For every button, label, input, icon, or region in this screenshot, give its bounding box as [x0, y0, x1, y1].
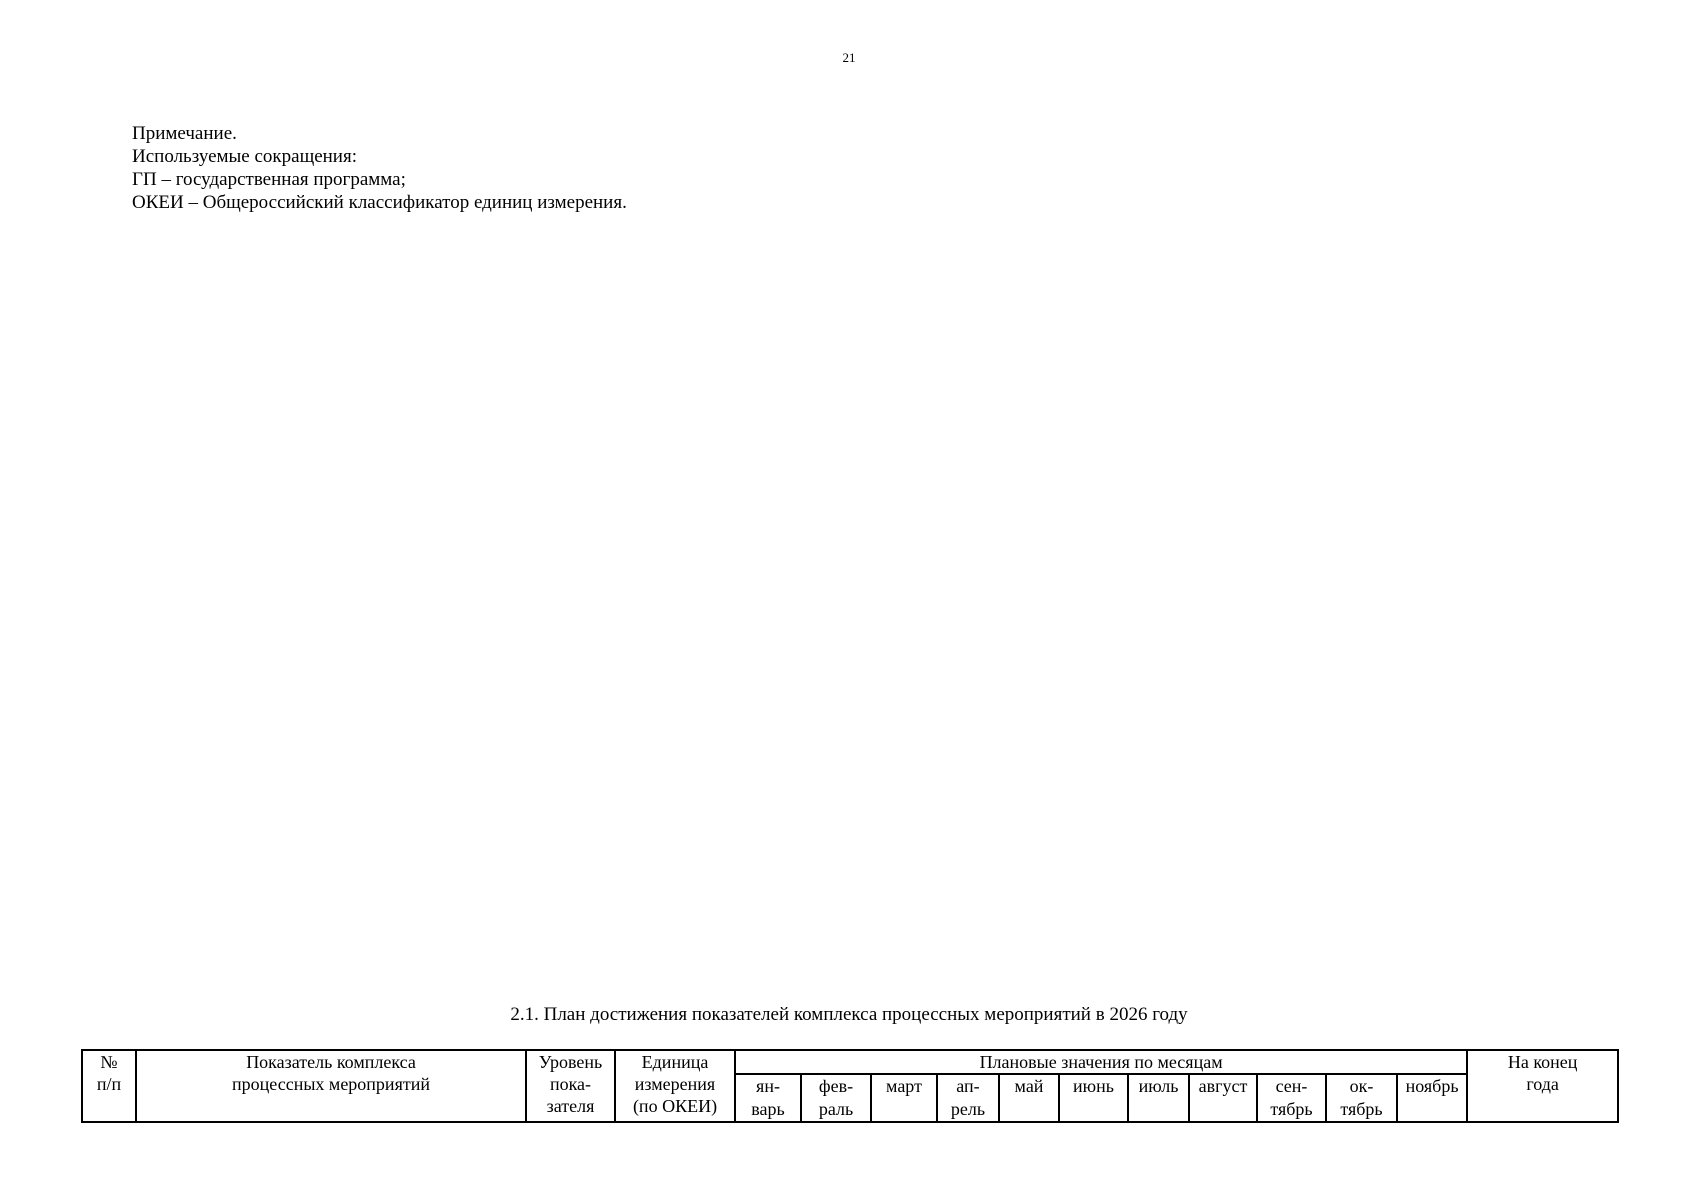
header-month-march: март: [871, 1074, 937, 1122]
header-month-may: май: [999, 1074, 1059, 1122]
header-level: Уровень пока- зателя: [526, 1050, 615, 1122]
note-block: [132, 122, 627, 214]
header-number: № п/п: [82, 1050, 136, 1122]
header-month-october: ок- тябрь: [1326, 1074, 1397, 1122]
header-month-august: август: [1189, 1074, 1257, 1122]
page-number: 21: [842, 50, 856, 65]
note-abbreviation-gp: ГП – государственная программа;: [132, 169, 406, 190]
section-title: 2.1. План достижения показателей комплекса процессных мероприятий в 2026 году: [510, 1004, 1188, 1025]
header-monthly-values: Плановые значения по месяцам: [735, 1050, 1467, 1074]
note-abbreviations-intro: Используемые сокращения:: [132, 146, 357, 167]
note-abbreviation-okei: ОКЕИ – Общероссийский классификатор единиц измерения.: [132, 192, 627, 213]
header-month-january: ян- варь: [735, 1074, 801, 1122]
header-year-end: На конец года: [1467, 1050, 1618, 1122]
header-month-july: июль: [1128, 1074, 1189, 1122]
header-month-june: июнь: [1059, 1074, 1128, 1122]
header-unit: Единица измерения (по ОКЕИ): [615, 1050, 735, 1122]
header-indicator: Показатель комплекса процессных мероприятий: [136, 1050, 526, 1122]
plan-table: [81, 1049, 1619, 1123]
header-month-april: ап- рель: [937, 1074, 999, 1122]
header-month-september: сен- тябрь: [1257, 1074, 1326, 1122]
header-month-november: ноябрь: [1397, 1074, 1467, 1122]
note-heading: Примечание.: [132, 123, 237, 144]
header-month-february: фев- раль: [801, 1074, 871, 1122]
